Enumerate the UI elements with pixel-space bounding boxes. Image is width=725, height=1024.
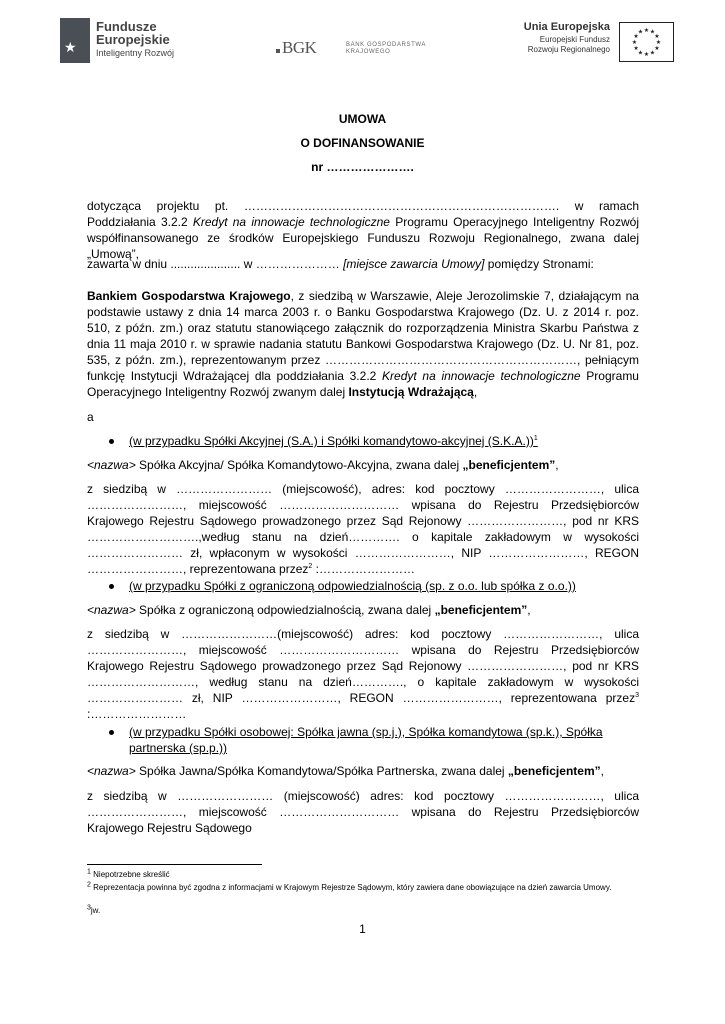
footnote-1 xyxy=(87,870,639,880)
svg-text:★: ★ xyxy=(637,28,644,36)
bullet-item-sp-zoo xyxy=(0,578,725,594)
p1-text-a: dotycząca projektu pt. ……………………………………………………………………. w ramach Poddziałania 3.2.2 xyxy=(87,199,639,229)
fundusze-europejskie-logo xyxy=(60,18,90,63)
title-line2: O DOFINANSOWANIE xyxy=(300,136,425,150)
svg-text:★: ★ xyxy=(654,45,660,52)
sp-zoo-name-line xyxy=(87,602,639,618)
eu-flag-icon xyxy=(619,22,674,62)
bullet-item-sa xyxy=(0,433,725,449)
p2-text-c: pomiędzy Stronami: xyxy=(484,257,594,271)
bgk-line2: KRAJOWEGO xyxy=(346,49,391,55)
p3-program-italic: Kredyt na innowacje technologiczne xyxy=(382,369,581,383)
svg-text:★: ★ xyxy=(643,27,650,34)
svg-text:★: ★ xyxy=(649,28,656,36)
bullet-sp-zoo-text: (w przypadku Spółki z ograniczoną odpowiedzialnością (sp. z o.o. lub spółka z o.o.)) xyxy=(129,579,576,593)
p3-bank-name: Bankiem Gospodarstwa Krajowego xyxy=(87,289,291,303)
s2-text-d: , xyxy=(527,603,531,617)
svg-text:★: ★ xyxy=(655,39,662,46)
b1-text: (w przypadku Spółki Akcyjnej (S.A.) i Spółki komandytowo-akcyjnej (S.K.A.)) xyxy=(129,434,534,448)
partnership-details-paragraph: z siedzibą w …………………… (miejscowość) adres: kod pocztowy ……………………, ulica ……………………, miejscowość ………………………… wpisana do Rejestru Przedsiębiorców Krajowego Rejestru Sądowego xyxy=(87,789,639,835)
fe-line2: Europejskie xyxy=(96,32,170,47)
bullet-partnership-text: (w przypadku Spółki osobowej: Spółka jawna (sp.j.), Spółka komandytowa (sp.k.), Spółka partnerska (sp.p.)) xyxy=(129,725,603,755)
svg-text:★: ★ xyxy=(633,45,639,52)
title-contract-number: nr …………………. xyxy=(311,160,414,174)
s1-detail-a: z siedzibą w …………………… (miejscowość), adres: kod pocztowy ……………………, ulica ……………………, miejscowość ………………………… wpisana do Rejestru Przedsiębiorców Krajowego Rejestru Sądowego prowadzonego przez Sąd Rejonowy ……………………, pod nr KRS ……………………….,według stanu na dzień…………. o kapitale zakładowym w wysokości …………………… zł, wpłaconym w wysokości ……………………, NIP ……………………, REGON ……………………, reprezentowana przez xyxy=(87,482,639,576)
bgk-paragraph xyxy=(87,288,639,400)
s2-name-italic: <nazwa> xyxy=(87,603,136,617)
svg-text:★: ★ xyxy=(643,51,650,58)
p1-program-italic: Kredyt na innowacje technologiczne xyxy=(192,215,390,229)
bullet-item-partnership xyxy=(0,724,725,756)
ue-line1: Unia Europejska xyxy=(523,21,610,33)
sa-name-line xyxy=(87,457,639,473)
footnote-2 xyxy=(87,883,639,893)
svg-text:★: ★ xyxy=(631,39,638,46)
fundusze-europejskie-text xyxy=(96,20,174,60)
s3-name-italic: <nazwa> xyxy=(87,764,136,778)
s3-beneficiary-bold: „beneficjentem” xyxy=(507,764,601,778)
concluded-paragraph xyxy=(87,256,639,272)
bgk-short: BGK xyxy=(282,38,317,57)
footnote-mark-2: 2 xyxy=(308,563,313,570)
page-number: 1 xyxy=(359,922,366,936)
p3-text-f: , xyxy=(473,385,478,399)
star-icon: ★ xyxy=(64,39,77,55)
s1-text-b: Spółka Akcyjna/ Spółka Komandytowo-Akcyjna, zwana dalej xyxy=(135,458,463,472)
s2-detail-a: z siedzibą w ……………………(miejscowość) adres: kod pocztowy ……………………, ulica ……………………, miejscowość ………………………… wpisana do Rejestru Przedsiębiorców Krajowego Rejestru Sądowego prowadzonego przez Sąd Rejonowy ……………………, pod nr KRS ………………………, według stanu na dzień…………., o kapitale zakładowym w wysokości …………………… zł, NIP ……………………, REGON ……………………, reprezentowana przez xyxy=(87,627,639,705)
conjunction-a: a xyxy=(87,410,94,424)
partnership-name-line xyxy=(87,763,639,779)
svg-text:★: ★ xyxy=(633,33,639,40)
bullet-icon xyxy=(109,584,114,589)
s2-beneficiary-bold: „beneficjentem” xyxy=(434,603,528,617)
p3-text-b: , z siedzibą w Warszawie, Aleje Jerozolimskie 7, działającym na podstawie ustawy z dnia 14 marca 2003 r. o Banku Gospodarstwa Krajowego (Dz. U. z 2014 r. poz. 510, z późn. zm.) oraz statutu stanowiącego załącznik do rozporządzenia Ministra Skarbu Państwa z dnia 11 maja 2010 r. w sprawie nadania statutu Bankowi Gospodarstwa Krajowego (Dz. U. Nr 81, poz. 535, z późn. zm.), reprezentowanym przez ………………………………………………………, pełniącym funkcję Instytucji Wdrażającej dla poddziałania 3.2.2 xyxy=(87,289,639,383)
ue-text xyxy=(495,22,610,55)
eu-stars xyxy=(620,23,673,61)
footnote-mark-1: 1 xyxy=(533,435,538,442)
s1-beneficiary-bold: „beneficjentem” xyxy=(462,458,556,472)
s1-detail-b: :…………………… xyxy=(312,562,415,576)
fn2-number: 2 xyxy=(87,881,91,889)
bgk-logo xyxy=(276,38,316,58)
s3-text-d: , xyxy=(600,764,604,778)
fn1-number: 1 xyxy=(87,868,91,876)
sa-details-paragraph xyxy=(87,481,639,577)
bullet-icon xyxy=(109,730,114,735)
p2-text-a: zawarta w dniu ..................... w ………………… xyxy=(87,257,344,271)
sp-zoo-details-paragraph xyxy=(87,626,639,722)
footnote-3 xyxy=(87,906,639,916)
footnote-mark-3: 3 xyxy=(635,692,639,699)
p1-text-c: Programu Operacyjnego Inteligentny Rozwój współfinansowanego ze środków Europejskiego Funduszu Rozwoju Regionalnego, zwana dalej „Umową”, xyxy=(87,215,639,261)
title-line1: UMOWA xyxy=(338,112,387,126)
fn3-text: jw. xyxy=(90,906,101,915)
p2-place-italic: [miejsce zawarcia Umowy] xyxy=(343,257,485,271)
p3-text-d: Programu Operacyjnego Inteligentny Rozwój zwanym dalej xyxy=(87,369,639,399)
s1-text-d: , xyxy=(555,458,559,472)
svg-text:★: ★ xyxy=(637,49,644,57)
footnote-separator xyxy=(87,864,262,865)
bullet-icon xyxy=(109,439,114,444)
bgk-full-name xyxy=(346,42,426,56)
bullet-sa-text xyxy=(129,433,639,449)
fn1-text: Niepotrzebne skreślić xyxy=(93,870,170,879)
project-paragraph xyxy=(87,198,639,262)
fn2-text: Reprezentacja powinna być zgodna z informacjami w Krajowym Rejestrze Sądowym, który zawiera dane obowiązujące na dzień zawarcia Umowy. xyxy=(93,883,612,892)
s2-detail-b: :…………………… xyxy=(87,707,187,721)
s1-name-italic: <nazwa> xyxy=(87,458,136,472)
header-logos xyxy=(0,0,725,90)
fe-line1: Fundusze xyxy=(96,19,157,34)
bgk-line1: BANK GOSPODARSTWA xyxy=(346,42,426,48)
ue-line2: Europejski Fundusz xyxy=(539,35,610,44)
svg-text:★: ★ xyxy=(654,33,660,40)
p3-institution-bold: Instytucją Wdrażającą xyxy=(348,385,474,399)
fn3-number: 3 xyxy=(87,904,91,912)
svg-text:★: ★ xyxy=(649,49,656,57)
s2-text-b: Spółka z ograniczoną odpowiedzialnością, zwana dalej xyxy=(135,603,435,617)
ue-line3: Rozwoju Regionalnego xyxy=(527,45,610,54)
fe-line3: Inteligentny Rozwój xyxy=(96,48,175,58)
bgk-dot-icon xyxy=(276,49,280,53)
s3-text-b: Spółka Jawna/Spółka Komandytowa/Spółka Partnerska, zwana dalej xyxy=(135,764,508,778)
